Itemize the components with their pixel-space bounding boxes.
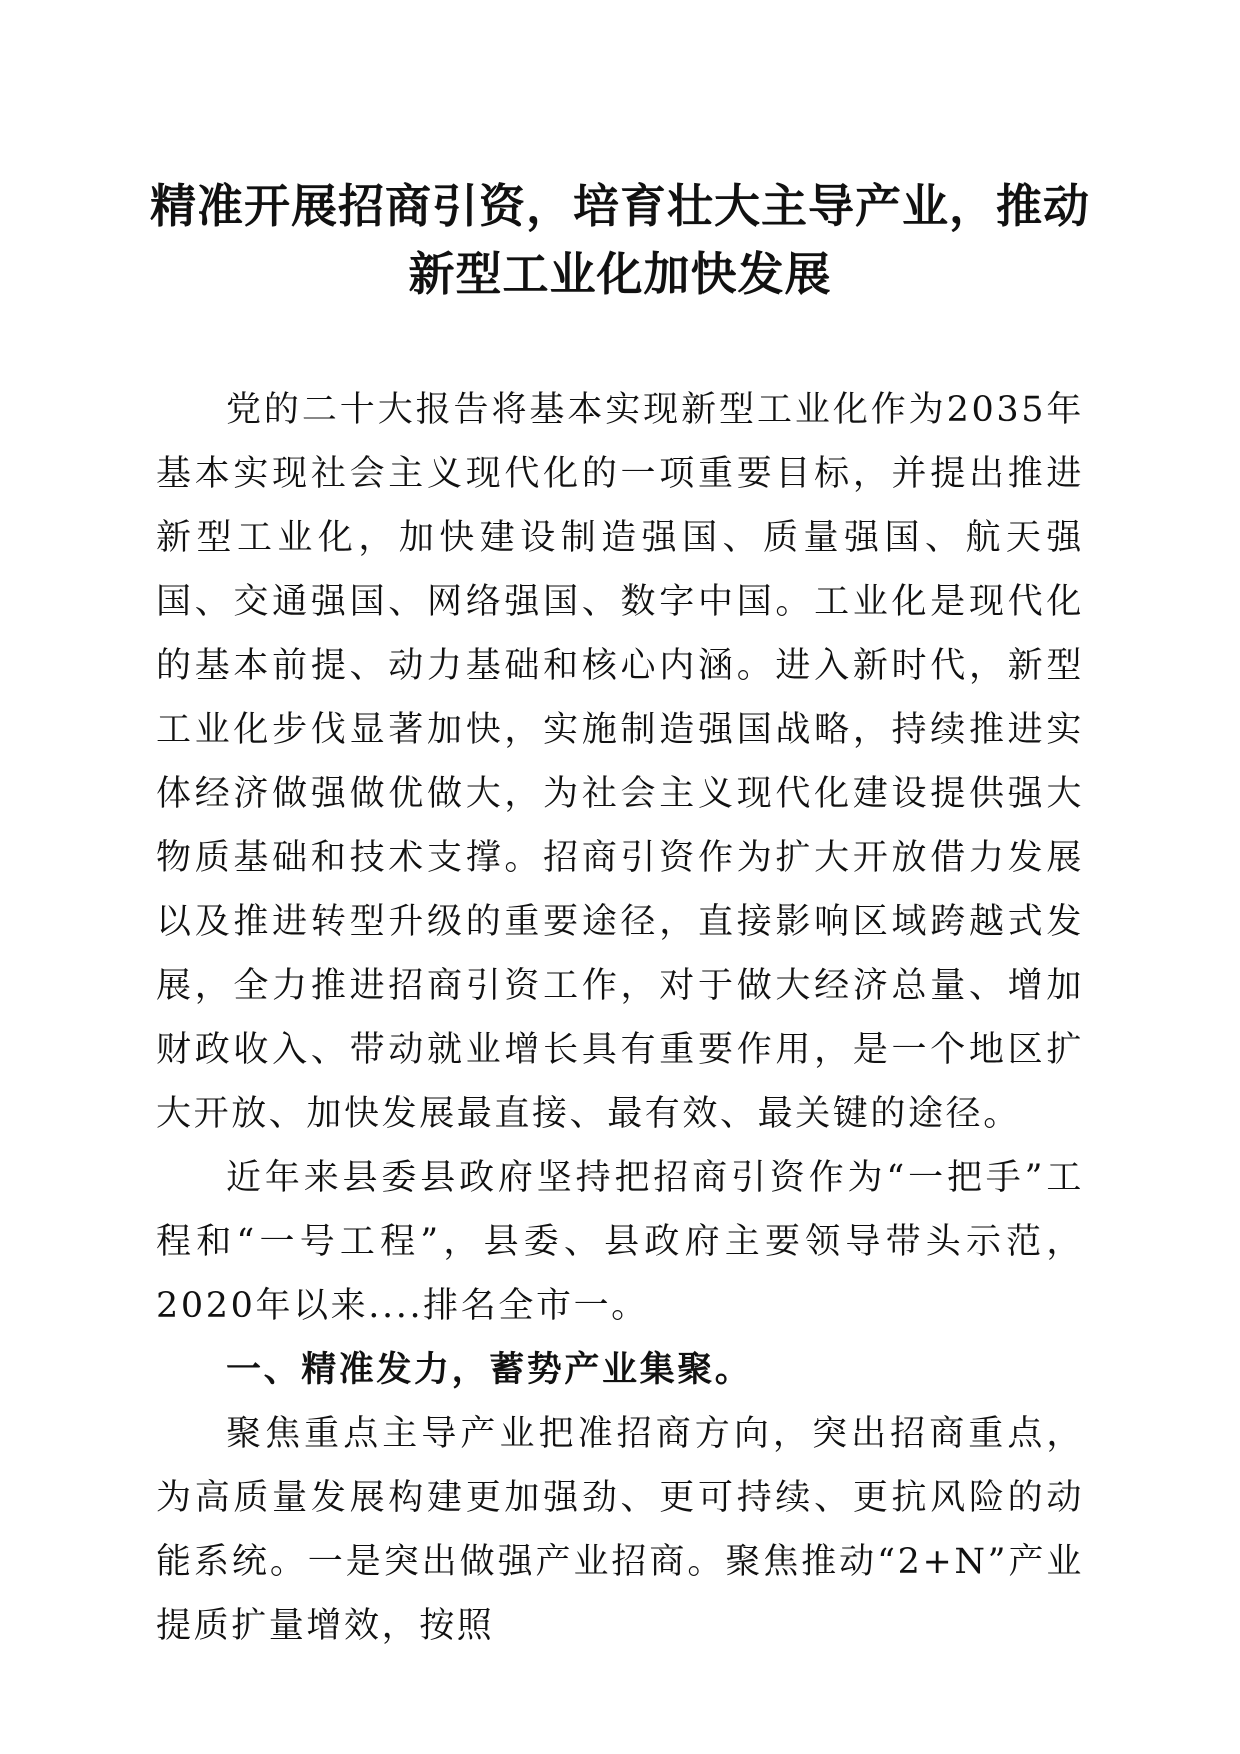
- title-line-1: 精准开展招商引资，培育壮大主导产业，推动: [150, 179, 1090, 233]
- document-title: [150, 172, 1090, 308]
- paragraph-intro: 党的二十大报告将基本实现新型工业化作为2035年基本实现社会主义现代化的一项重要目标，并提出推进新型工业化，加快建设制造强国、质量强国、航天强国、交通强国、网络强国、数字中国。工业化是现代化的基本前提、动力基础和核心内涵。进入新时代，新型工业化步伐显著加快，实施制造强国战略，持续推进实体经济做强做优做大，为社会主义现代化建设提供强大物质基础和技术支撑。招商引资作为扩大开放借力发展以及推进转型升级的重要途径，直接影响区域跨越式发展，全力推进招商引资工作，对于做大经济总量、增加财政收入、带动就业增长具有重要作用，是一个地区扩大开放、加快发展最直接、最有效、最关键的途径。: [156, 390, 1084, 1134]
- title-line-2: 新型工业化加快发展: [408, 247, 832, 301]
- paragraph-section-1: 聚焦重点主导产业把准招商方向，突出招商重点，为高质量发展构建更加强劲、更可持续、更抗风险的动能系统。一是突出做强产业招商。聚焦推动“2+N”产业提质扩量增效，按照: [156, 1414, 1084, 1646]
- document-body: [156, 378, 1084, 1658]
- paragraph-recent-years: 近年来县委县政府坚持把招商引资作为“一把手”工程和“一号工程”，县委、县政府主要领导带头示范，2020年以来....排名全市一。: [156, 1158, 1084, 1326]
- section-heading-1: 一、精准发力，蓄势产业集聚。: [226, 1350, 753, 1390]
